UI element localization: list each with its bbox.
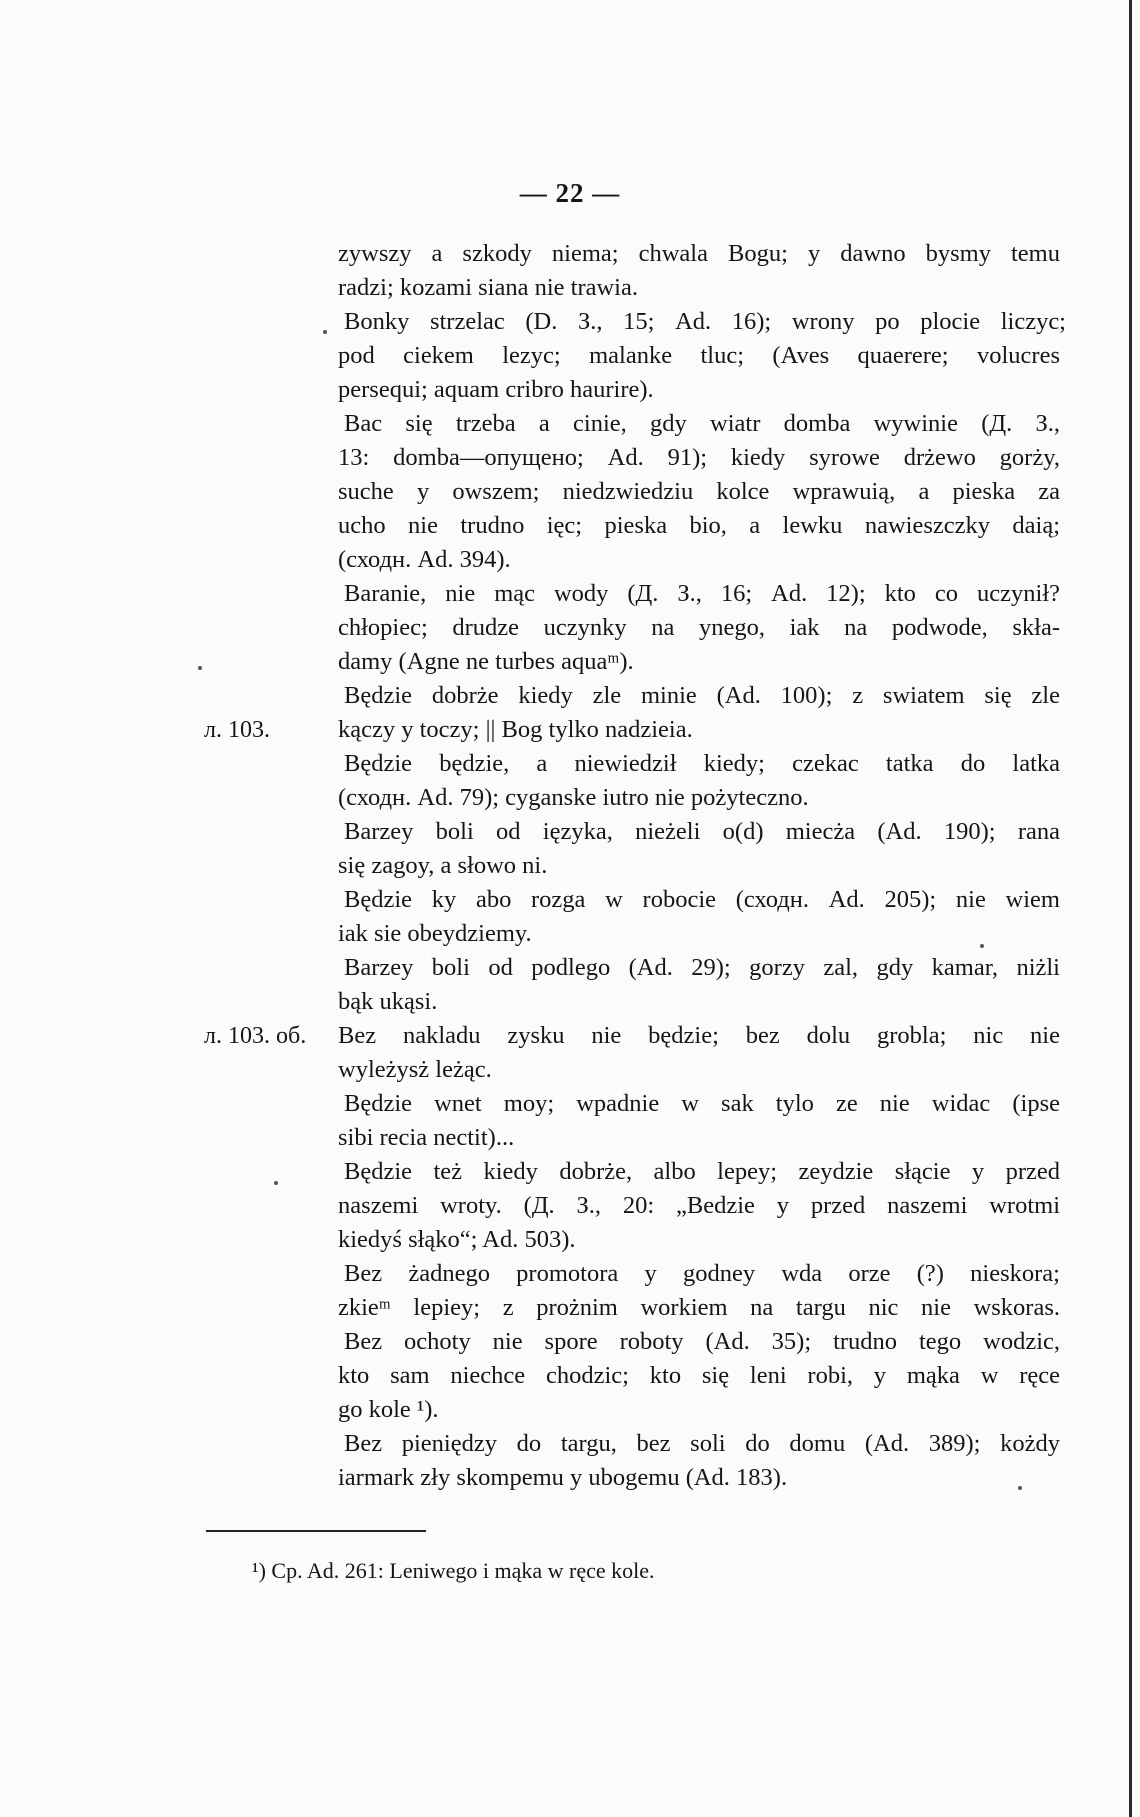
margin-note-folio-103-verso: л. 103. об.	[204, 1023, 307, 1049]
text-line: Baranie, nie mąc wody (Д. З., 16; Ad. 12); kto co uczynił?	[344, 580, 1060, 607]
paper-speck	[1018, 1486, 1022, 1490]
text-line: (сходн. Ad. 394).	[338, 546, 511, 573]
text-line: zywszy a szkody niema; chwala Bogu; y dawno bysmy temu	[338, 240, 1060, 267]
text-line: Bonky strzelac (D. З., 15; Ad. 16); wrony po plocie liczyc;	[344, 308, 1066, 335]
text-line: bąk ukąsi.	[338, 988, 438, 1015]
text-line: 13: domba—опущено; Ad. 91); kiedy syrowe drżewo gorży,	[338, 444, 1060, 471]
text-line: kączy y toczy; || Bog tylko nadzieia.	[338, 716, 693, 743]
text-line: (сходн. Ad. 79); cyganske iutro nie pożyteczno.	[338, 784, 809, 811]
text-line: chłopiec; drudze uczynky na ynego, iak na podwode, skła-	[338, 614, 1060, 641]
text-line: suche y owszem; niedzwiedziu kolce wprawuią, a pieska za	[338, 478, 1060, 505]
text-line: Będzie też kiedy dobrże, albo lepey; zeydzie słącie y przed	[344, 1158, 1060, 1185]
text-line: persequi; aquam cribro haurire).	[338, 376, 654, 403]
text-line: Barzey boli od podlego (Ad. 29); gorzy zal, gdy kamar, niżli	[344, 954, 1060, 981]
text-line: radzi; kozami siana nie trawia.	[338, 274, 638, 301]
page-number: — 22 —	[519, 178, 621, 208]
text-line: Barzey boli od ięzyka, nieżeli o(d) miecża (Ad. 190); rana	[344, 818, 1060, 845]
text-line: Będzie ky abo rozga w robocie (сходн. Ad. 205); nie wiem	[344, 886, 1060, 913]
paper-speck	[274, 1181, 278, 1185]
text-line: Będzie dobrże kiedy zle minie (Ad. 100); z swiatem się zle	[344, 682, 1060, 709]
text-line: iarmark zły skompemu y ubogemu (Ad. 183).	[338, 1464, 788, 1491]
paper-speck	[980, 944, 984, 948]
text-line: Będzie wnet moy; wpadnie w sak tylo ze nie widac (ipse	[344, 1090, 1060, 1117]
text-line: ucho nie trudno ięc; pieska bio, a lewku nawieszczky daią;	[338, 512, 1060, 539]
text-line: kiedyś słąko“; Ad. 503).	[338, 1226, 576, 1253]
text-line: Bac się trzeba a cinie, gdy wiatr domba wywinie (Д. З.,	[344, 410, 1060, 437]
text-line: iak sie obeydziemy.	[338, 920, 532, 947]
text-line: naszemi wroty. (Д. З., 20: „Bedzie y przed naszemi wrotmi	[338, 1192, 1060, 1219]
footnote-rule	[206, 1530, 426, 1532]
text-line: damy (Agne ne turbes aquaᵐ).	[338, 648, 634, 675]
text-line: zkieᵐ lepiey; z prożnim workiem na targu nic nie wskoras.	[338, 1294, 1060, 1321]
text-line: wyleżysż leżąc.	[338, 1056, 492, 1083]
footnote: ¹) Cp. Ad. 261: Leniwego i mąka w ręce kole.	[252, 1558, 655, 1583]
text-line: sibi recia nectit)...	[338, 1124, 515, 1151]
text-line: się zagoy, a słowo ni.	[338, 852, 548, 879]
paper-speck	[323, 330, 327, 334]
text-line: Bez nakladu zysku nie będzie; bez dolu grobla; nic nie	[338, 1022, 1060, 1049]
text-line: pod ciekem lezyc; malanke tluc; (Aves quaerere; volucres	[338, 342, 1060, 369]
paper-speck	[198, 666, 202, 670]
text-line: Będzie będzie, a niewiedził kiedy; czekac tatka do latka	[344, 750, 1060, 777]
text-line: go kole ¹).	[338, 1396, 439, 1423]
page-edge	[1129, 0, 1132, 1817]
margin-note-folio-103: л. 103.	[204, 717, 270, 743]
text-line: Bez żadnego promotora y godney wda orze (?) nieskora;	[344, 1260, 1060, 1287]
text-line: Bez pieniędzy do targu, bez soli do domu (Ad. 389); kożdy	[344, 1430, 1060, 1457]
text-line: kto sam niechce chodzic; kto się leni robi, y mąka w ręce	[338, 1362, 1060, 1389]
text-line: Bez ochoty nie spore roboty (Ad. 35); trudno tego wodzic,	[344, 1328, 1060, 1355]
